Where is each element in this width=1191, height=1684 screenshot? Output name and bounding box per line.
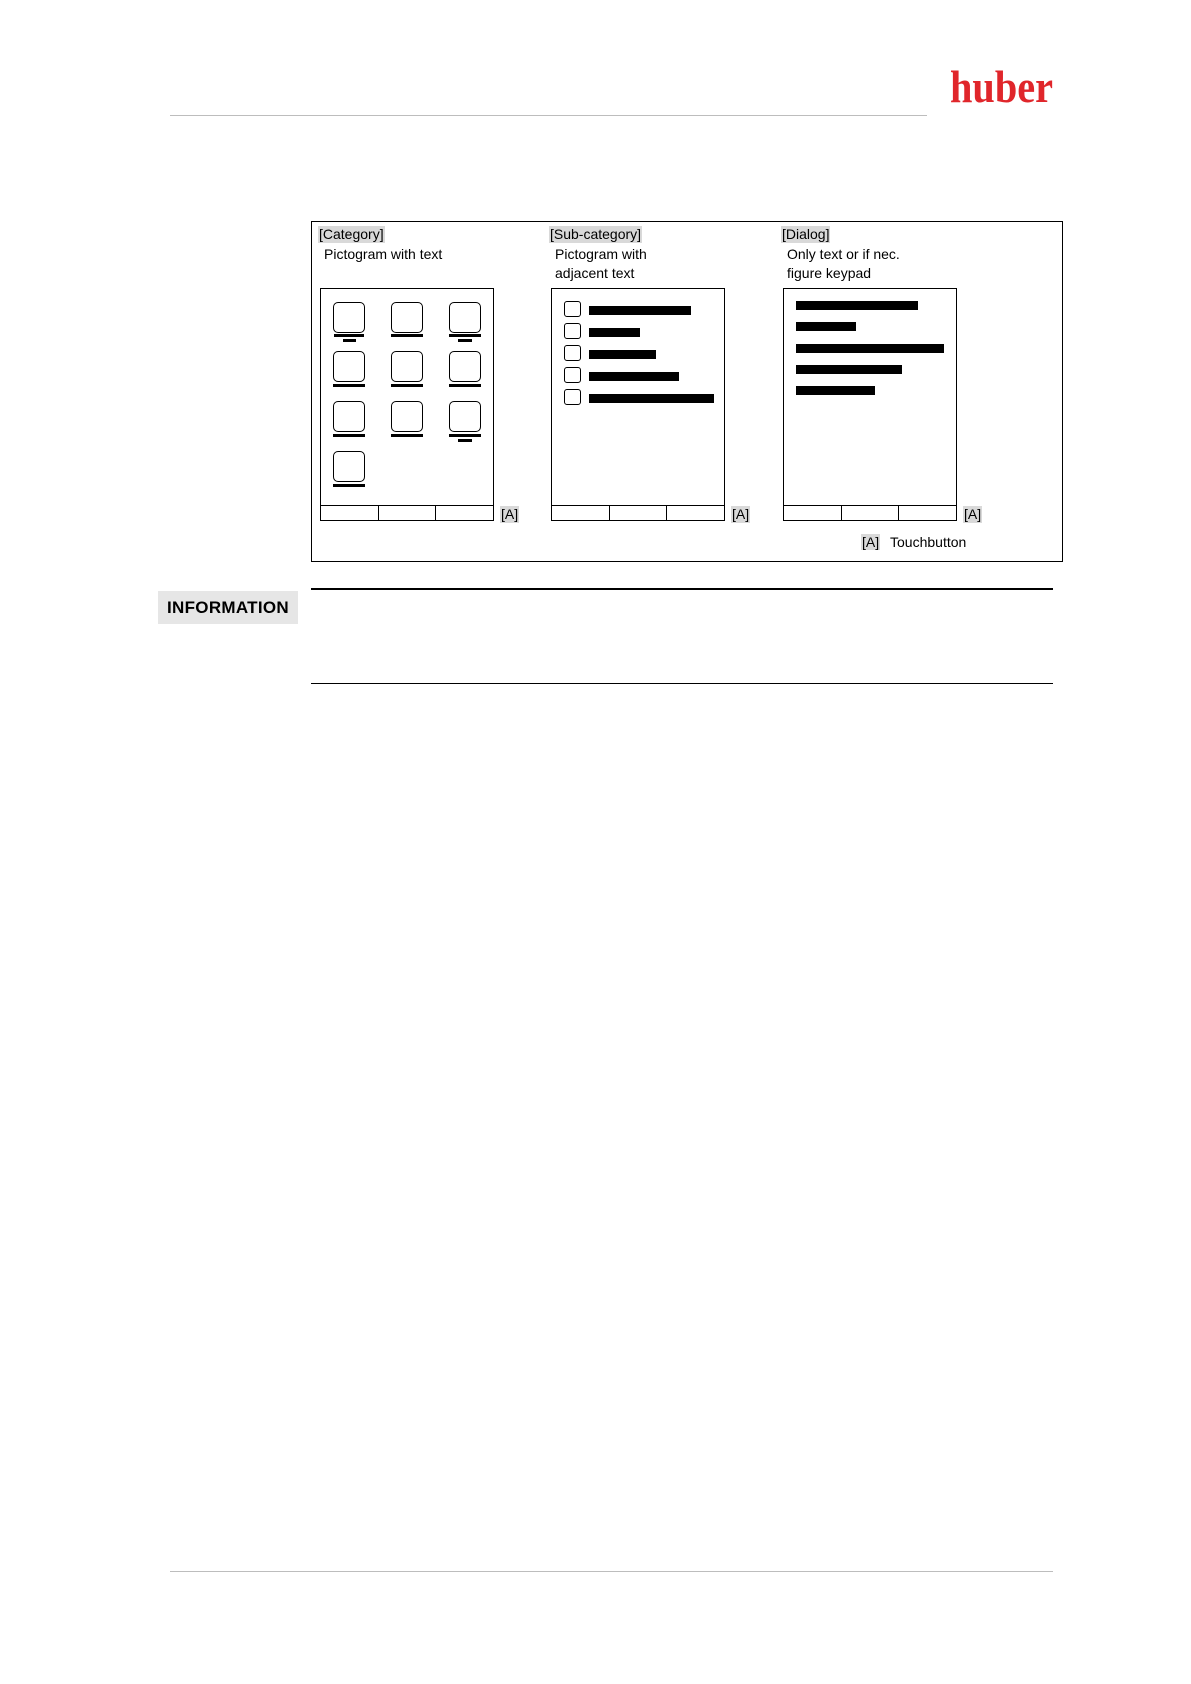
text-line bbox=[589, 350, 656, 359]
icon-caption bbox=[334, 334, 364, 337]
svg-text:huber: huber bbox=[950, 61, 1053, 112]
pictogram-icon bbox=[449, 351, 481, 382]
touchbutton[interactable] bbox=[436, 506, 493, 520]
touchbutton[interactable] bbox=[552, 506, 610, 520]
dialog-description: Only text or if nec. figure keypad bbox=[787, 246, 900, 281]
touchbutton-row bbox=[551, 505, 725, 521]
icon-caption bbox=[449, 434, 481, 437]
touchbutton[interactable] bbox=[610, 506, 668, 520]
category-tag: [Category] bbox=[319, 226, 384, 242]
pictogram-icon bbox=[333, 401, 365, 432]
dialog-tag: [Dialog] bbox=[782, 226, 830, 242]
dialog-screen bbox=[783, 288, 957, 521]
text-line bbox=[796, 301, 918, 310]
pictogram-icon bbox=[564, 301, 581, 317]
subcategory-description: Pictogram with adjacent text bbox=[555, 246, 647, 281]
text-line bbox=[796, 365, 902, 374]
icon-caption bbox=[391, 334, 423, 337]
footer-rule bbox=[170, 1571, 1053, 1572]
icon-caption bbox=[333, 484, 365, 487]
pictogram-icon bbox=[333, 302, 365, 333]
text-line bbox=[589, 394, 714, 403]
pictogram-icon bbox=[564, 389, 581, 405]
pictogram-icon bbox=[391, 401, 423, 432]
touchbutton[interactable] bbox=[784, 506, 842, 520]
touchbutton[interactable] bbox=[899, 506, 956, 520]
touchbutton-label: [A] bbox=[964, 506, 982, 522]
huber-logo bbox=[950, 61, 1055, 115]
text-line bbox=[589, 372, 679, 381]
icon-caption bbox=[449, 334, 481, 337]
text-line bbox=[796, 386, 875, 395]
subcategory-tag: [Sub-category] bbox=[550, 226, 642, 242]
touchbutton[interactable] bbox=[321, 506, 379, 520]
icon-caption bbox=[333, 434, 365, 437]
pictogram-icon bbox=[564, 367, 581, 383]
figure-legend bbox=[861, 534, 966, 551]
menu-structure-figure bbox=[311, 221, 1063, 562]
icon-caption bbox=[458, 339, 472, 342]
pictogram-icon bbox=[564, 345, 581, 361]
legend-text: Touchbutton bbox=[890, 534, 967, 550]
text-line bbox=[796, 322, 856, 331]
pictogram-icon bbox=[564, 323, 581, 339]
text-line bbox=[589, 328, 640, 337]
category-screen bbox=[320, 288, 494, 521]
text-line bbox=[589, 306, 691, 315]
pictogram-icon bbox=[449, 302, 481, 333]
category-description: Pictogram with text bbox=[324, 246, 443, 262]
touchbutton[interactable] bbox=[379, 506, 437, 520]
dialog-panel bbox=[781, 226, 900, 283]
touchbutton-label: [A] bbox=[732, 506, 750, 522]
touchbutton-row bbox=[783, 505, 957, 521]
icon-caption bbox=[343, 339, 356, 342]
text-line bbox=[796, 344, 944, 353]
info-rule-top bbox=[311, 588, 1053, 590]
category-panel bbox=[318, 226, 442, 264]
pictogram-icon bbox=[391, 351, 423, 382]
subcategory-screen bbox=[551, 288, 725, 521]
icon-caption bbox=[449, 384, 481, 387]
icon-caption bbox=[391, 434, 423, 437]
pictogram-icon bbox=[333, 451, 365, 482]
legend-key: [A] bbox=[862, 534, 880, 550]
touchbutton[interactable] bbox=[667, 506, 724, 520]
touchbutton-label: [A] bbox=[501, 506, 519, 522]
touchbutton[interactable] bbox=[842, 506, 900, 520]
info-rule-bottom bbox=[311, 683, 1053, 684]
header-rule bbox=[170, 115, 927, 116]
icon-caption bbox=[333, 384, 365, 387]
subcategory-panel bbox=[549, 226, 647, 283]
pictogram-icon bbox=[333, 351, 365, 382]
pictogram-icon bbox=[449, 401, 481, 432]
icon-caption bbox=[458, 439, 472, 442]
pictogram-icon bbox=[391, 302, 423, 333]
icon-caption bbox=[391, 384, 423, 387]
touchbutton-row bbox=[320, 505, 494, 521]
information-label: INFORMATION bbox=[158, 591, 298, 624]
